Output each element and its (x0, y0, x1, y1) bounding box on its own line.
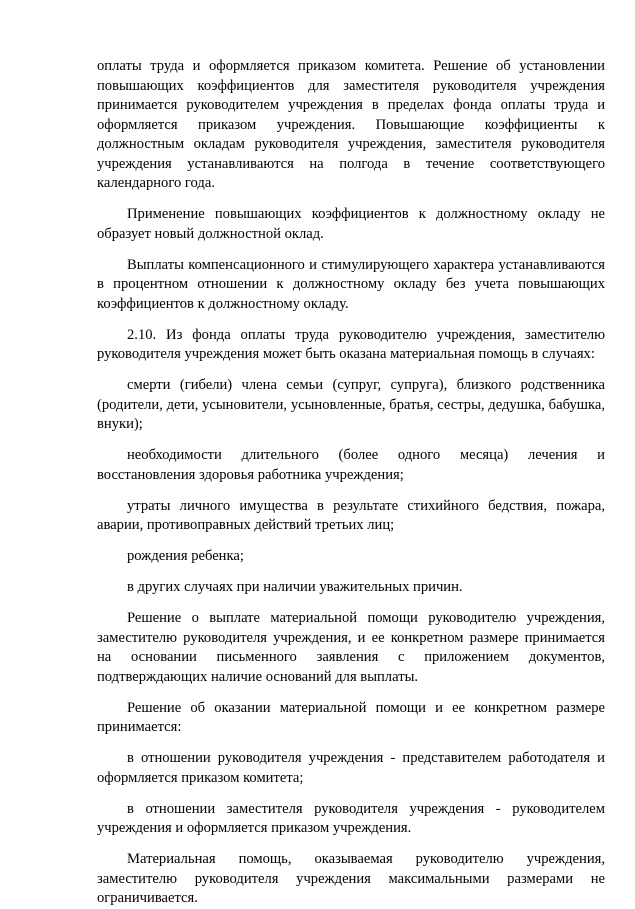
paragraph-salary-coefficients: оплаты труда и оформляется приказом комитета. Решение об установлении повышающих коэффициентов для заместителя руководителя учреждения принимается руководителем учреждения в пределах фонда оплаты труда и оформляется приказом учреждения. Повышающие коэффициенты к должностным окладам руководителя учреждения, заместителя руководителя учреждения устанавливаются на полгода в течение соответствующего календарного года. (97, 58, 605, 191)
paragraph-no-maximum: Материальная помощь, оказываемая руководителю учреждения, заместителю руководителя учреждения максимальными размерами не ограничивается. (97, 851, 605, 906)
paragraph-case-death: смерти (гибели) члена семьи (супруг, супруга), близкого родственника (родители, дети, усыновители, усыновленные, братья, сестры, дедушка, бабушка, внуки); (97, 377, 605, 432)
paragraph-payment-decision: Решение о выплате материальной помощи руководителю учреждения, заместителю руководителя учреждения, и ее конкретном размере принимается на основании письменного заявления с приложением документов, подтверждающих наличие оснований для выплаты. (97, 610, 605, 685)
paragraph-case-property-loss: утраты личного имущества в результате стихийного бедствия, пожара, аварии, противоправных действий третьих лиц; (97, 497, 605, 533)
paragraph-case-other: в других случаях при наличии уважительных причин. (127, 579, 463, 595)
document-page (97, 57, 605, 909)
paragraph-coefficient-application: Применение повышающих коэффициентов к должностному окладу не образует новый должностной оклад. (97, 206, 605, 242)
paragraph-authority-head: в отношении руководителя учреждения - представителем работодателя и оформляется приказом комитета; (97, 750, 605, 786)
paragraph-decision-authority: Решение об оказании материальной помощи и ее конкретном размере принимается: (97, 699, 605, 735)
paragraph-authority-deputy: в отношении заместителя руководителя учреждения - руководителем учреждения и оформляется приказом учреждения. (97, 800, 605, 836)
paragraph-compensation-payments: Выплаты компенсационного и стимулирующего характера устанавливаются в процентном отношении к должностному окладу без учета повышающих коэффициентов к должностному окладу. (97, 256, 605, 312)
paragraph-case-childbirth: рождения ребенка; (127, 548, 244, 564)
paragraph-section-2-10: 2.10. Из фонда оплаты труда руководителю учреждения, заместителю руководителя учреждения может быть оказана материальная помощь в случаях: (97, 326, 605, 362)
paragraph-case-treatment: необходимости длительного (более одного месяца) лечения и восстановления здоровья работника учреждения; (97, 447, 605, 483)
